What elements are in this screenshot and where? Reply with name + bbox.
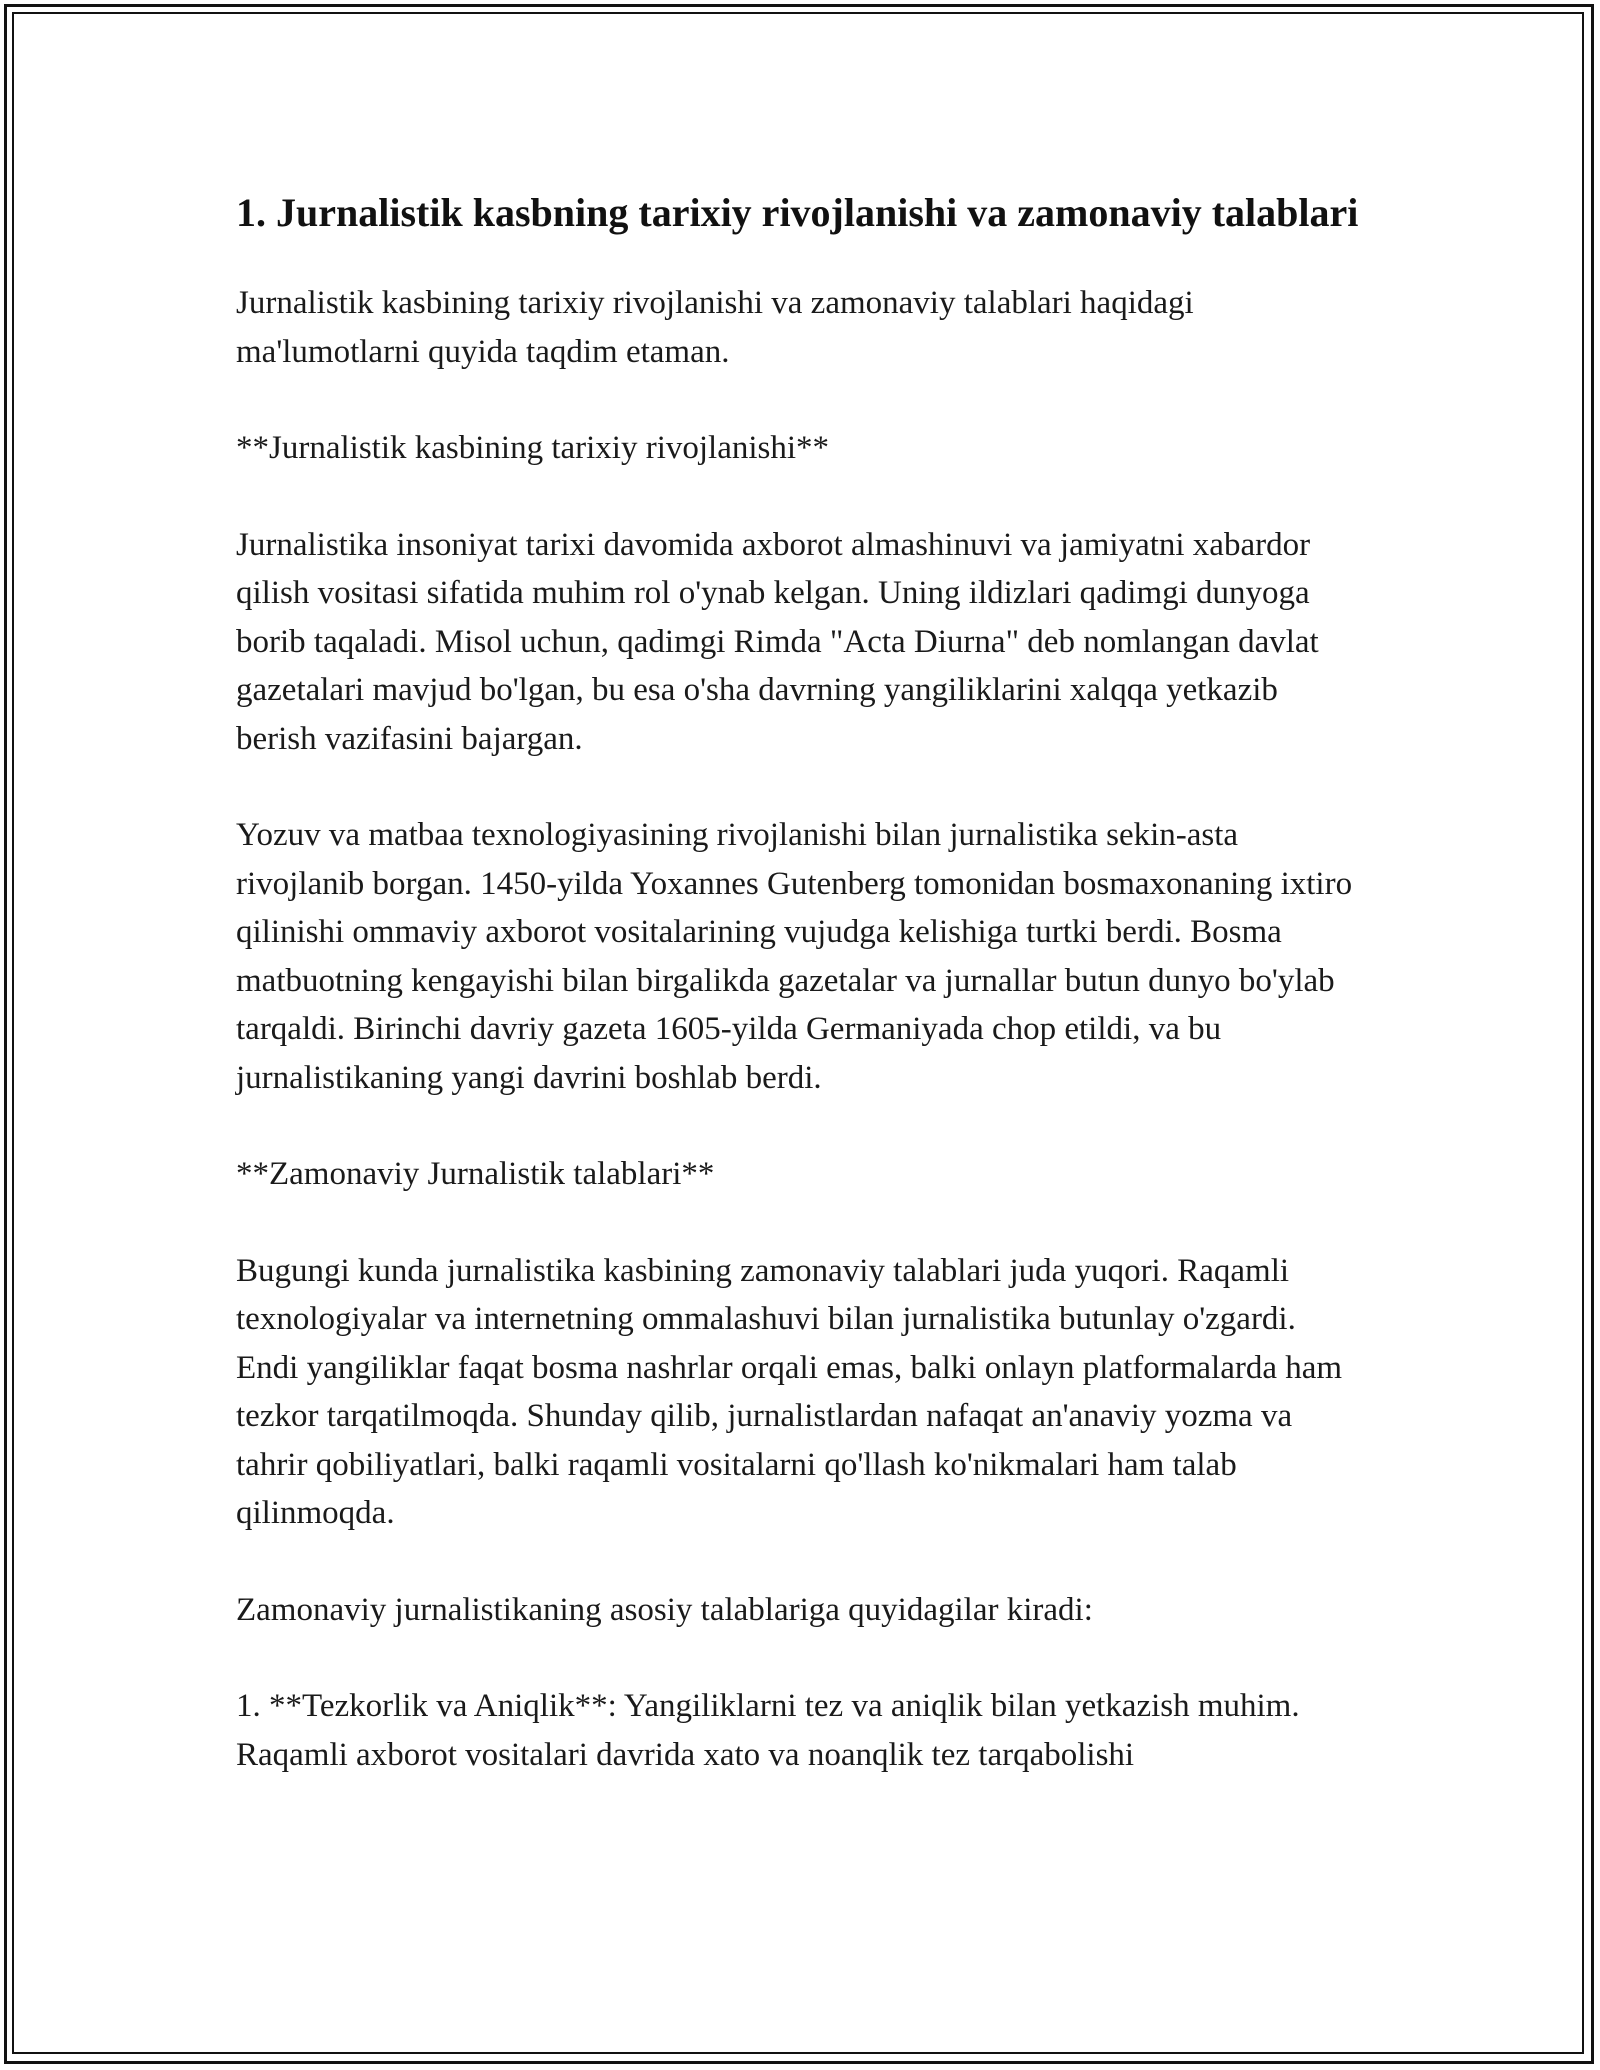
section-heading-history: **Jurnalistik kasbining tarixiy rivojlanishi** bbox=[236, 430, 830, 466]
document-body bbox=[236, 185, 1366, 1827]
list-item-speed-accuracy: 1. **Tezkorlik va Aniqlik**: Yangiliklarni tez va aniqlik bilan yetkazish muhim. Raqamli axborot vositalari davrida xato va noanqlik tez tarqabolishi bbox=[236, 1688, 1300, 1773]
paragraph-requirements-intro: Zamonaviy jurnalistikaning asosiy talablariga quyidagilar kiradi: bbox=[236, 1591, 1093, 1628]
paragraph-history-printing: Yozuv va matbaa texnologiyasining rivojlanishi bilan jurnalistika sekin-asta rivojlanib borgan. 1450-yilda Yoxannes Gutenberg tomonidan bosmaxonaning ixtiro qilinishi ommaviy axborot vositalarining vujudga kelishiga turtki berdi. Bosma matbuotning kengayishi bilan birgalikda gazetalar va jurnallar butun dunyo bo'ylab tarqaldi. Birinchi davriy gazeta 1605-yilda Germaniyada chop etildi, va bu jurnalistikaning yangi davrini boshlab berdi. bbox=[236, 817, 1353, 1096]
document-title: 1. Jurnalistik kasbning tarixiy rivojlanishi va zamonaviy talablari bbox=[236, 190, 1359, 235]
section-heading-modern: **Zamonaviy Jurnalistik talablari** bbox=[236, 1156, 715, 1192]
paragraph-modern-requirements: Bugungi kunda jurnalistika kasbining zamonaviy talablari juda yuqori. Raqamli texnologiyalar va internetning ommalashuvi bilan jurnalistika butunlay o'zgardi. Endi yangiliklar faqat bosma nashrlar orqali emas, balki onlayn platformalarda ham tezkor tarqatilmoqda. Shunday qilib, jurnalistlardan nafaqat an'anaviy yozma va tahrir qobiliyatlari, balki raqamli vositalarni qo'llash ko'nikmalari ham talab qilinmoqda. bbox=[236, 1252, 1343, 1531]
paragraph-intro: Jurnalistik kasbining tarixiy rivojlanishi va zamonaviy talablari haqidagi ma'lumotlarni quyida taqdim etaman. bbox=[236, 285, 1194, 370]
paragraph-history-origins: Jurnalistika insoniyat tarixi davomida axborot almashinuvi va jamiyatni xabardor qilish vositasi sifatida muhim rol o'ynab kelgan. Uning ildizlari qadimgi dunyoga borib taqaladi. Misol uchun, qadimgi Rimda "Acta Diurna" deb nomlangan davlat gazetalari mavjud bo'lgan, bu esa o'sha davrning yangiliklarini xalqqa yetkazib berish vazifasini bajargan. bbox=[236, 526, 1319, 757]
